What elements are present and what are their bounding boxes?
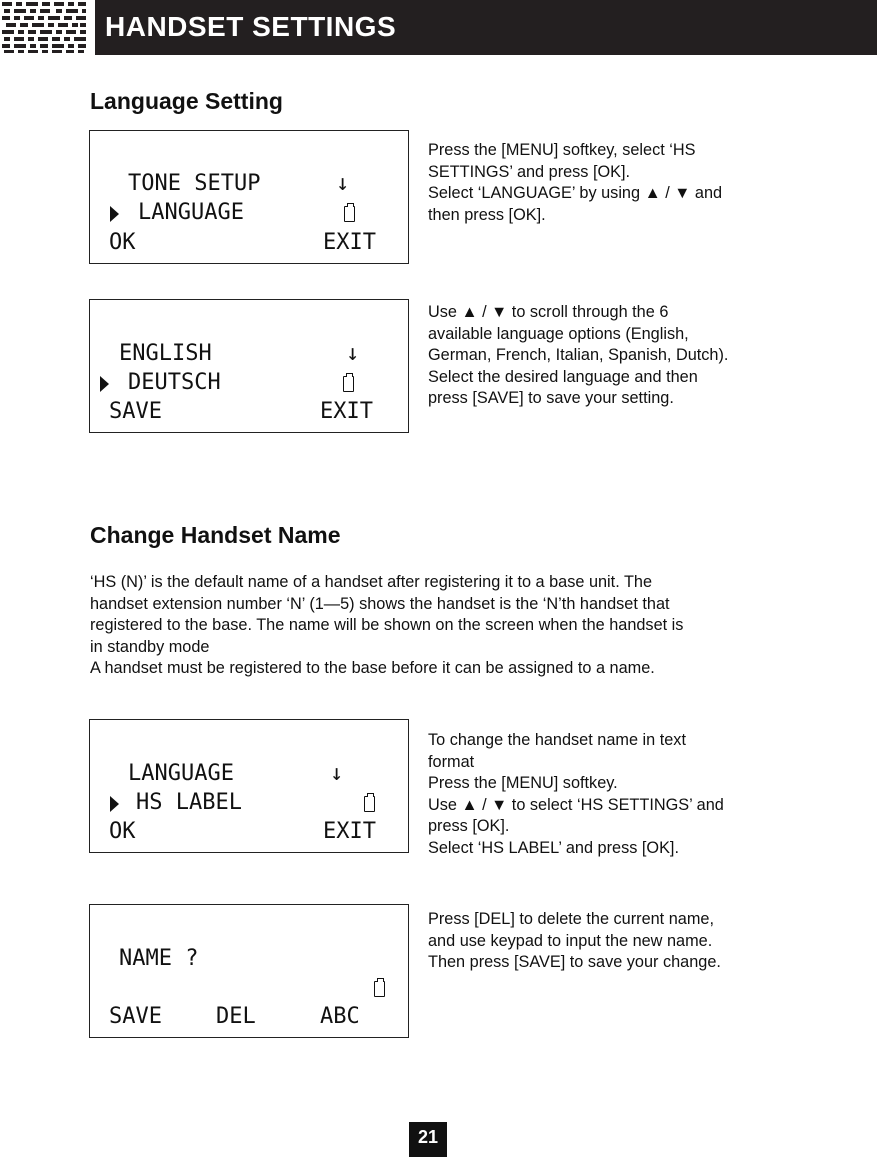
lcd-screen-name-entry <box>89 904 409 1038</box>
qr-pattern-icon <box>0 0 88 55</box>
softkey-right: EXIT <box>323 819 376 844</box>
battery-icon <box>374 981 385 997</box>
desc-line: available language options (English, <box>428 324 689 343</box>
section-title-handset-name: Change Handset Name <box>90 522 341 548</box>
desc-line: German, French, Italian, Spanish, Dutch). <box>428 346 729 364</box>
lcd-line-1: LANGUAGE <box>128 761 234 786</box>
desc-line: Press the [MENU] softkey. <box>428 774 618 792</box>
selection-cursor-icon <box>110 206 119 222</box>
lcd-line-1: TONE SETUP <box>128 171 261 196</box>
lcd-line-2: LANGUAGE <box>138 200 244 225</box>
desc-line: Use ▲ / ▼ to select ‘HS SETTINGS’ and <box>428 795 724 814</box>
lcd-line-1: ENGLISH <box>119 341 212 366</box>
description-name-step1 <box>428 730 778 859</box>
page-number: 21 <box>409 1122 447 1157</box>
battery-icon <box>343 376 354 392</box>
page-header <box>0 0 877 55</box>
softkey-left: OK <box>109 230 136 255</box>
softkey-right: EXIT <box>323 230 376 255</box>
softkey-abc: ABC <box>320 1004 360 1029</box>
battery-icon <box>344 206 355 222</box>
lcd-line-2: DEUTSCH <box>128 370 221 395</box>
battery-icon <box>364 796 375 812</box>
softkey-right: EXIT <box>320 399 373 424</box>
desc-line: Press the [MENU] softkey, select ‘HS <box>428 141 696 159</box>
softkey-left: SAVE <box>109 399 162 424</box>
softkey-del: DEL <box>216 1004 256 1029</box>
selection-cursor-icon <box>100 376 109 392</box>
desc-line: then press [OK]. <box>428 205 546 224</box>
lcd-line-1: NAME ? <box>119 946 199 971</box>
desc-line: To change the handset name in text <box>428 731 686 749</box>
scroll-down-arrow-icon: ↓ <box>346 341 360 366</box>
selection-cursor-icon <box>110 796 119 812</box>
scroll-down-arrow-icon: ↓ <box>330 761 344 786</box>
desc-line: Select ‘HS LABEL’ and press [OK]. <box>428 838 679 857</box>
lcd-screen-hs-label-menu <box>89 719 409 853</box>
description-language-step2 <box>428 302 778 410</box>
description-language-step1 <box>428 140 778 226</box>
page-title: HANDSET SETTINGS <box>105 11 397 42</box>
lcd-line-2: HS LABEL <box>136 790 242 815</box>
softkey-left: OK <box>109 819 136 844</box>
intro-line: A handset must be registered to the base before it can be assigned to a name. <box>90 659 655 677</box>
scroll-down-arrow-icon: ↓ <box>336 171 350 196</box>
desc-line: Then press [SAVE] to save your change. <box>428 953 721 971</box>
desc-line: and use keypad to input the new name. <box>428 931 713 950</box>
lcd-screen-language-options <box>89 299 409 433</box>
desc-line: Select the desired language and then <box>428 367 698 386</box>
desc-line: format <box>428 752 475 771</box>
intro-line: in standby mode <box>90 637 210 656</box>
desc-line: SETTINGS’ and press [OK]. <box>428 162 631 181</box>
desc-line: Select ‘LANGUAGE’ by using ▲ / ▼ and <box>428 184 723 202</box>
lcd-screen-language-menu <box>89 130 409 264</box>
intro-paragraph <box>90 572 780 680</box>
intro-line: registered to the base. The name will be shown on the screen when the handset is <box>90 616 684 634</box>
intro-line: handset extension number ‘N’ (1—5) shows the handset is the ‘N’th handset that <box>90 594 670 613</box>
description-name-step2 <box>428 909 778 974</box>
desc-line: press [OK]. <box>428 817 510 835</box>
softkey-save: SAVE <box>109 1004 162 1029</box>
desc-line: Use ▲ / ▼ to scroll through the 6 <box>428 303 669 321</box>
desc-line: press [SAVE] to save your setting. <box>428 389 674 407</box>
section-title-language: Language Setting <box>90 88 283 114</box>
desc-line: Press [DEL] to delete the current name, <box>428 910 714 928</box>
intro-line: ‘HS (N)’ is the default name of a handset after registering it to a base unit. The <box>90 573 653 591</box>
